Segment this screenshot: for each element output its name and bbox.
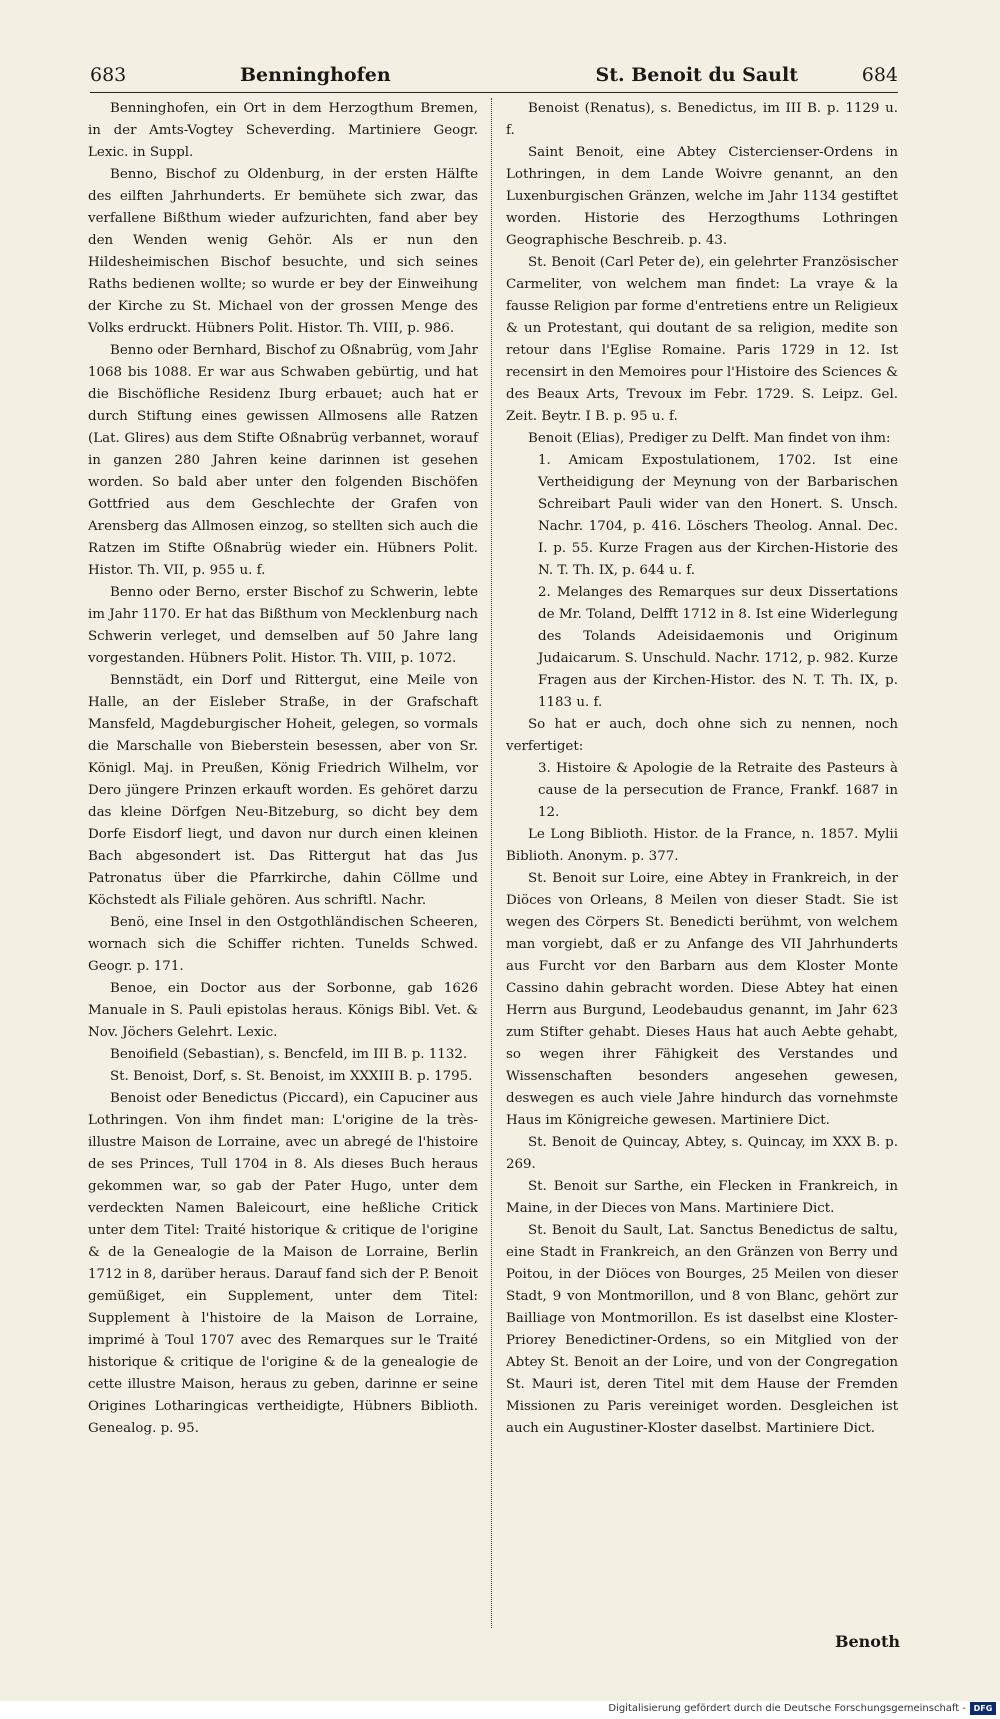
- entry-paragraph: St. Benoit (Carl Peter de), ein gelehrter Französischer Carmeliter, von welchem man findet: La vraye & la fausse Religion par forme d'entretiens entre un Religieux & un Protestant, qui doutant de sa religion, medite son retour dans l'Eglise Romaine. Paris 1729 in 12. Ist recensirt in den Memoires pour l'Histoire des Sciences & des Beaux Arts, Trevoux im Febr. 1729. S. Leipz. Gel. Zeit. Beytr. I B. p. 95 u. f.: [506, 255, 898, 424]
- entry-paragraph: St. Benoit du Sault, Lat. Sanctus Benedictus de saltu, eine Stadt in Frankreich, an den Gränzen von Berry und Poitou, in der Diöces von Bourges, 25 Meilen von dieser Stadt, 9 von Montmorillon, und 8 von Blanc, gehört zur Bailliage von Montmorillon. Es ist daselbst eine Kloster-Priorey Benedictiner-Ordens, so ein Mitglied von der Abtey St. Benoit an der Loire, und von der Congregation St. Mauri ist, deren Titel mit dem Hause der Fremden Missionen zu Paris vereiniget worden. Desgleichen ist auch ein Augustiner-Kloster daselbst. Martiniere Dict.: [506, 1223, 898, 1436]
- entry-paragraph: Benoit (Elias), Prediger zu Delft. Man findet von ihm:: [528, 431, 891, 446]
- entry-paragraph: Bennstädt, ein Dorf und Rittergut, eine Meile von Halle, an der Eisleber Straße, in der Grafschaft Mansfeld, Magdeburgischer Hoheit, gelegen, so vormals die Marschalle von Bieberstein besessen, aber von Sr. Königl. Maj. in Preußen, König Friedrich Wilhelm, vor Dero jüngere Prinzen erkauft worden. Es gehöret darzu das kleine Dörfgen Neu-Bitzeburg, so dicht bey dem Dorfe Eisdorf liegt, und davon nur durch einen kleinen Bach abgesondert ist. Das Rittergut hat das Jus Patronatus über die Pfarrkirche, dahin Cöllme und Köchstedt als Filiale gehören. Aus schriftl. Nachr.: [88, 673, 478, 908]
- entry-paragraph: Le Long Biblioth. Histor. de la France, n. 1857. Mylii Biblioth. Anonym. p. 377.: [506, 827, 898, 864]
- entry-paragraph: St. Benoit sur Sarthe, ein Flecken in Frankreich, in Maine, in der Dieces von Mans. Martiniere Dict.: [506, 1179, 898, 1216]
- entry-paragraph: Benoist (Renatus), s. Benedictus, im III B. p. 1129 u. f.: [506, 101, 898, 138]
- funding-footer: Digitalisierung gefördert durch die Deutsche Forschungsgemeinschaft -: [608, 1703, 966, 1714]
- entry-paragraph: St. Benoist, Dorf, s. St. Benoist, im XXXIII B. p. 1795.: [110, 1069, 473, 1084]
- dfg-logo: DFG: [970, 1702, 996, 1715]
- entry-paragraph: Benö, eine Insel in den Ostgothländischen Scheeren, wornach sich die Schiffer richten. Tunelds Schwed. Geogr. p. 171.: [88, 915, 478, 974]
- entry-paragraph: St. Benoit de Quincay, Abtey, s. Quincay, im XXX B. p. 269.: [506, 1135, 898, 1172]
- entry-paragraph: Benno oder Bernhard, Bischof zu Oßnabrüg, vom Jahr 1068 bis 1088. Er war aus Schwaben gebürtig, und hat die Bischöfliche Residenz Iburg erbauet; auch hat er durch Stiftung eines gewissen Allmosens alle Ratzen (Lat. Glires) aus dem Stifte Oßnabrüg verbannet, worauf in ganzen 280 Jahren keine darinnen ist gesehen worden. So bald aber unter den folgenden Bischöfen Gottfried aus dem Geschlechte der Grafen von Arensberg das Allmosen einzog, so stellten sich auch die Ratzen im Stifte Oßnabrüg wieder ein. Hübners Polit. Histor. Th. VII, p. 955 u. f.: [88, 343, 478, 578]
- numbered-item: 3. Histoire & Apologie de la Retraite des Pasteurs à cause de la persecution de France, Frankf. 1687 in 12.: [538, 761, 898, 820]
- numbered-item: 1. Amicam Expostulationem, 1702. Ist eine Vertheidigung der Meynung von der Barbarischen Schreibart Pauli wider van den Honert. S. Unsch. Nachr. 1704, p. 416. Löschers Theolog. Annal. Dec. I. p. 55. Kurze Fragen aus der Kirchen-Historie des N. T. Th. IX, p. 644 u. f.: [538, 453, 898, 578]
- numbered-item: 2. Melanges des Remarques sur deux Dissertations de Mr. Toland, Delfft 1712 in 8. Ist eine Widerlegung des Tolands Adeisidaemonis und Originum Judaicarum. S. Unschuld. Nachr. 1712, p. 982. Kurze Fragen aus der Kirchen-Histor. des N. T. Th. IX, p. 1183 u. f.: [538, 585, 898, 710]
- header-title-left: Benninghofen: [240, 64, 391, 86]
- running-header: [90, 62, 898, 93]
- column-divider: [491, 98, 492, 1628]
- left-column: [88, 98, 478, 1626]
- entry-paragraph: Benno oder Berno, erster Bischof zu Schwerin, lebte im Jahr 1170. Er hat das Bißthum von Mecklenburg nach Schwerin verleget, und demselben auf 50 Jahre lang vorgestanden. Hübners Polit. Histor. Th. VIII, p. 1072.: [88, 585, 478, 666]
- entry-paragraph: Benninghofen, ein Ort in dem Herzogthum Bremen, in der Amts-Vogtey Scheverding. Martiniere Geogr. Lexic. in Suppl.: [88, 101, 478, 160]
- entry-paragraph: Benno, Bischof zu Oldenburg, in der ersten Hälfte des eilften Jahrhunderts. Er bemühete sich zwar, das verfallene Bißthum wieder aufzurichten, fand aber bey den Wenden wenig Gehör. Als er nun den Hildesheimischen Bischof besuchte, und sich seines Raths bedienen wollte; so wurde er bey der Einweihung der Kirche zu St. Michael von der grossen Menge des Volks erdruckt. Hübners Polit. Histor. Th. VIII, p. 986.: [88, 167, 478, 336]
- page-number-left: 683: [90, 64, 127, 86]
- page-number-right: 684: [861, 64, 898, 86]
- entry-paragraph: Benoifield (Sebastian), s. Bencfeld, im III B. p. 1132.: [110, 1047, 468, 1062]
- entry-paragraph: So hat er auch, doch ohne sich zu nennen, noch verfertiget:: [506, 717, 898, 754]
- entry-paragraph: Benoist oder Benedictus (Piccard), ein Capuciner aus Lothringen. Von ihm findet man: L'origine de la très-illustre Maison de Lorraine, avec un abregé de l'histoire de ses Princes, Tull 1704 in 8. Als dieses Buch heraus gekommen war, so gab der Pater Hugo, unter dem verdeckten Namen Baleicourt, eine heßliche Critick unter dem Titel: Traité historique & critique de l'origine & de la Genealogie de la Maison de Lorraine, Berlin 1712 in 8, darüber heraus. Darauf fand sich der P. Benoit gemüßiget, ein Supplement, unter dem Titel: Supplement à l'histoire de la Maison de Lorraine, imprimé à Toul 1707 avec des Remarques sur le Traité historique & critique de l'origine & de la genealogie de cette illustre Maison, heraus zu geben, darinne er seine Origines Lotharingicas vertheidigte, Hübners Biblioth. Genealog. p. 95.: [88, 1091, 478, 1436]
- entry-paragraph: St. Benoit sur Loire, eine Abtey in Frankreich, in der Diöces von Orleans, 8 Meilen von dieser Stadt. Sie ist wegen des Cörpers St. Benedicti berühmt, von welchem man vorgiebt, daß er zu Anfange des VII Jahrhunderts aus Furcht vor den Barbarn aus dem Kloster Monte Cassino dahin gebracht worden. Diese Abtey hat einen Herrn aus Burgund, Leodebaudus genannt, im Jahr 623 zum Stifter gehabt. Dieses Haus hat auch Aebte gehabt, so wegen ihrer Fähigkeit des Verstandes und Wissenschaften besonders angesehen gewesen, deswegen es auch viele Jahre hindurch das vornehmste Haus im Königreiche gewesen. Martiniere Dict.: [506, 871, 898, 1128]
- catchword: Benoth: [834, 1632, 900, 1651]
- right-column: [506, 98, 898, 1568]
- entry-paragraph: Benoe, ein Doctor aus der Sorbonne, gab 1626 Manuale in S. Pauli epistolas heraus. Königs Bibl. Vet. & Nov. Jöchers Gelehrt. Lexic.: [88, 981, 478, 1040]
- header-title-right: St. Benoit du Sault: [595, 64, 798, 86]
- entry-paragraph: Saint Benoit, eine Abtey Cistercienser-Ordens in Lothringen, in dem Lande Woivre genannt, an den Luxenburgischen Gränzen, welche im Jahr 1134 gestiftet worden. Historie des Herzogthums Lothringen Geographische Beschreib. p. 43.: [506, 145, 898, 248]
